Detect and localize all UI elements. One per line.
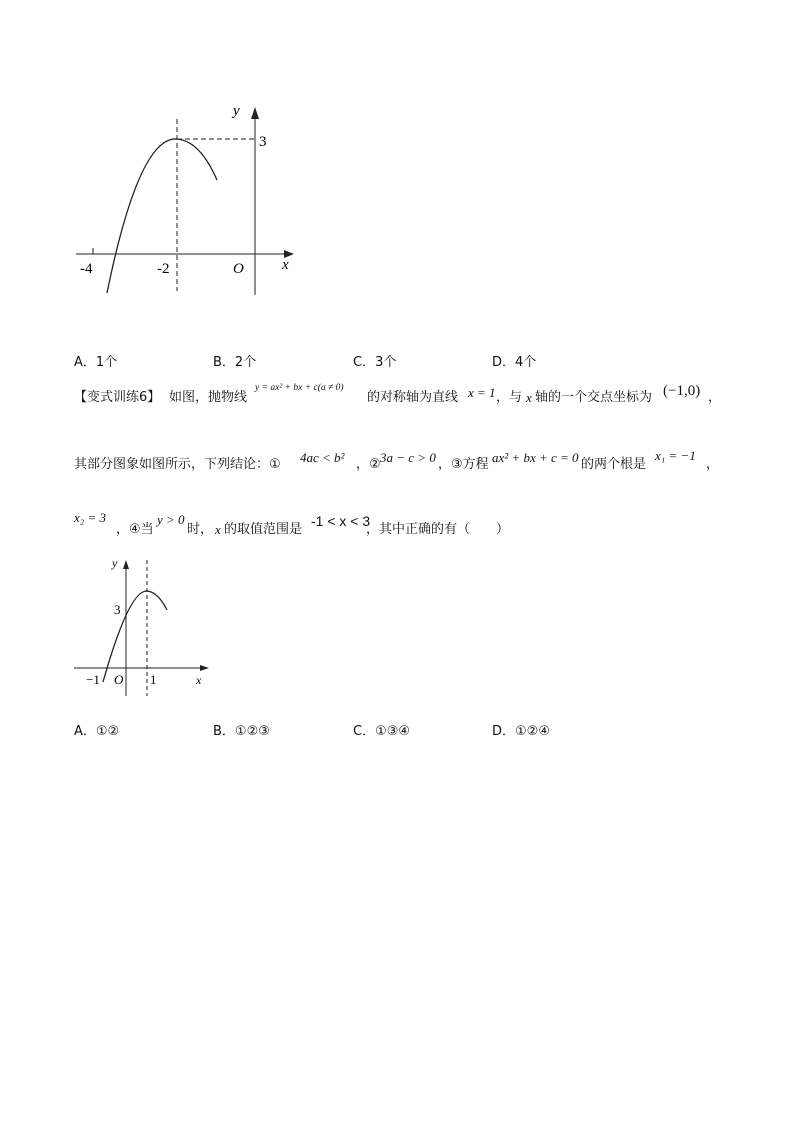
option-c[interactable]: C．①③④	[353, 724, 411, 739]
figure-2-x-tick-minus1: −1	[86, 672, 100, 687]
figure-1-y-label: y	[233, 103, 240, 119]
figure-1-x-label: x	[282, 257, 289, 273]
question-2-text: ，其中正确的有（ ）	[366, 522, 510, 537]
equation-axis: x = 1	[468, 385, 496, 400]
question-2-text: ，	[708, 390, 722, 405]
option-b[interactable]: B．①②③	[213, 724, 270, 739]
figure-1-x-tick-minus4: -4	[80, 261, 93, 277]
question-2-heading: 【变式训练6】	[74, 390, 161, 405]
question-2-text: ，③方程	[438, 457, 489, 472]
question-2-text: 轴的一个交点坐标为	[535, 390, 653, 405]
conclusion-4: y > 0	[157, 512, 185, 527]
figure-2-y-tick-3: 3	[114, 602, 121, 617]
question-2-text: ，②	[356, 457, 381, 472]
question-2-text: 如图，抛物线	[169, 390, 248, 405]
question-2-text: 其部分图象如图所示，下列结论：①	[74, 457, 281, 472]
figure-1-x-tick-minus2: -2	[157, 261, 170, 277]
option-c[interactable]: C．3个	[353, 355, 397, 370]
conclusion-1: 4ac < b²	[300, 450, 345, 465]
root-2: x₂ = 3	[74, 510, 107, 525]
option-d[interactable]: D．①②④	[492, 724, 550, 739]
figure-1-origin-label: O	[233, 261, 244, 277]
question-2-text: ，	[706, 457, 720, 472]
question-2-text: 的对称轴为直线	[367, 390, 459, 405]
conclusion-2: 3a − c > 0	[380, 450, 436, 465]
option-d[interactable]: D．4个	[492, 355, 537, 370]
figure-1-y-arrow	[251, 107, 259, 119]
figure-2-origin-label: O	[114, 672, 124, 687]
figure-2-y-label: y	[112, 556, 118, 570]
figure-2-x-tick-1: 1	[150, 672, 157, 687]
conclusion-3: ax² + bx + c = 0	[492, 450, 579, 465]
question-2-text: 的取值范围是	[224, 522, 303, 537]
figure-1-y-tick-3: 3	[259, 134, 267, 150]
equation-parabola: y = ax² + bx + c(a ≠ 0)	[255, 383, 344, 393]
figure-1-parabola	[70, 95, 310, 305]
variable-x: x	[526, 390, 532, 405]
range-expression: -1 < x < 3	[311, 513, 371, 529]
figure-2-y-arrow	[123, 560, 129, 569]
question-2-text: ，④当	[116, 522, 154, 537]
root-1: x₁ = −1	[655, 448, 696, 463]
option-a[interactable]: A．1个	[74, 355, 118, 370]
question-2-text: 的两个根是	[581, 457, 647, 472]
variable-x: x	[215, 522, 221, 537]
question-2-text: ，与	[496, 390, 523, 405]
option-b[interactable]: B．2个	[213, 355, 257, 370]
figure-2-x-arrow	[200, 665, 209, 671]
figure-2-parabola	[70, 550, 220, 700]
question-2-text: 时，	[187, 522, 214, 537]
option-a[interactable]: A．①②	[74, 724, 120, 739]
equation-point: (−1,0)	[663, 383, 701, 399]
figure-2-x-label: x	[196, 673, 202, 687]
